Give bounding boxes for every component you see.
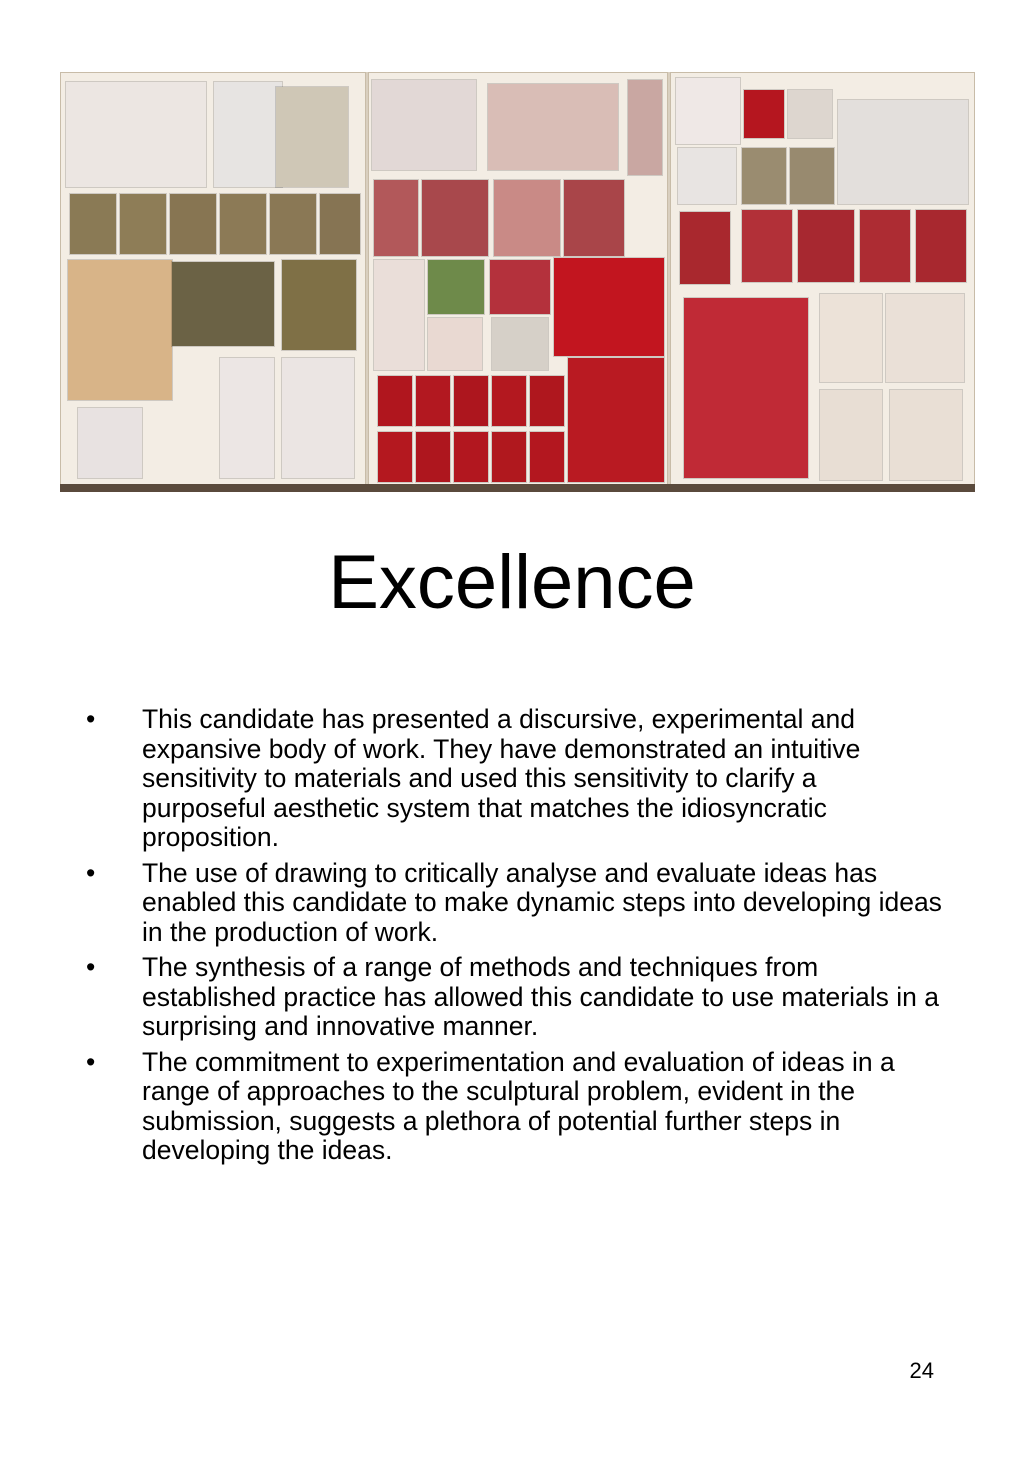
bullet-glyph: • xyxy=(86,704,96,734)
bullet-text: This candidate has presented a discursive, experimental and expansive body of work. They have demonstrated an intuitive sensitivity to materials and used this sensitivity to clarify a purposeful aesthetic system that matches the idiosyncratic proposition. xyxy=(142,704,861,852)
photo-tile xyxy=(678,148,736,204)
list-item xyxy=(86,859,946,948)
portfolio-board-right xyxy=(670,72,975,492)
photo-tile xyxy=(172,262,274,346)
photo-tile xyxy=(270,194,316,254)
bullet-text: The commitment to experimentation and evaluation of ideas in a range of approaches to the sculptural problem, evident in the submission, suggests a plethora of potential further steps in developing the ideas. xyxy=(142,1046,895,1165)
photo-tile xyxy=(416,376,450,426)
photo-tile xyxy=(422,180,488,256)
photo-tile xyxy=(78,408,142,478)
portfolio-board-middle xyxy=(368,72,668,492)
photo-tile xyxy=(820,390,882,480)
photo-tile xyxy=(820,294,882,382)
list-item xyxy=(86,705,946,853)
photo-tile xyxy=(492,432,526,482)
bullet-text: The synthesis of a range of methods and techniques from established practice has allowed this candidate to use materials in a surprising and innovative manner. xyxy=(142,952,939,1041)
photo-tile xyxy=(676,78,740,144)
bullet-text: The use of drawing to critically analyse and evaluate ideas has enabled this candidate to make dynamic steps into developing ideas in the production of work. xyxy=(142,857,942,947)
photo-tile xyxy=(490,260,550,314)
portfolio-photo xyxy=(60,72,975,492)
photo-tile xyxy=(428,260,484,314)
photo-tile xyxy=(680,212,730,284)
photo-tile xyxy=(742,148,786,204)
photo-tile xyxy=(66,82,206,187)
photo-tile xyxy=(492,318,548,370)
photo-tile xyxy=(374,180,418,256)
photo-tile xyxy=(416,432,450,482)
photo-tile xyxy=(488,84,618,170)
page-number: 24 xyxy=(909,1358,934,1383)
photo-tile xyxy=(860,210,910,282)
photo-tile xyxy=(564,180,624,256)
photo-tile xyxy=(70,194,116,254)
photo-tile xyxy=(282,260,356,350)
portfolio-board-left xyxy=(60,72,366,492)
photo-tile xyxy=(742,210,792,282)
photo-tile xyxy=(494,180,560,256)
photo-tile xyxy=(454,432,488,482)
photo-tile xyxy=(454,376,488,426)
list-item xyxy=(86,953,946,1042)
photo-tile xyxy=(282,358,354,478)
photo-tile xyxy=(276,87,348,187)
page-title: Excellence xyxy=(328,540,696,625)
bullet-glyph: • xyxy=(86,857,96,888)
photo-tile xyxy=(628,80,662,175)
photo-tile xyxy=(220,358,274,478)
photo-tile xyxy=(428,318,482,370)
photo-tile xyxy=(378,376,412,426)
photo-tile xyxy=(372,80,476,170)
photo-tile xyxy=(916,210,966,282)
photo-tile xyxy=(120,194,166,254)
photo-tile xyxy=(320,194,360,254)
photo-tile xyxy=(744,90,784,138)
photo-tile xyxy=(214,82,282,187)
photo-tile xyxy=(530,432,564,482)
list-item xyxy=(86,1048,946,1166)
photo-tile xyxy=(886,294,964,382)
bullet-glyph: • xyxy=(86,952,96,982)
photo-tile xyxy=(790,148,834,204)
bullet-glyph: • xyxy=(86,1046,96,1077)
photo-tile xyxy=(530,376,564,426)
photo-tile xyxy=(220,194,266,254)
photo-tile xyxy=(838,100,968,204)
photo-tile xyxy=(378,432,412,482)
photo-tile xyxy=(554,258,664,356)
photo-tile xyxy=(374,260,424,370)
photo-floor xyxy=(60,484,975,492)
photo-tile xyxy=(170,194,216,254)
photo-tile xyxy=(68,260,172,400)
photo-tile xyxy=(568,358,664,482)
photo-tile xyxy=(492,376,526,426)
photo-tile xyxy=(798,210,854,282)
photo-tile xyxy=(788,90,832,138)
photo-tile xyxy=(890,390,962,480)
photo-tile xyxy=(684,298,808,478)
bullet-list xyxy=(86,705,946,1172)
